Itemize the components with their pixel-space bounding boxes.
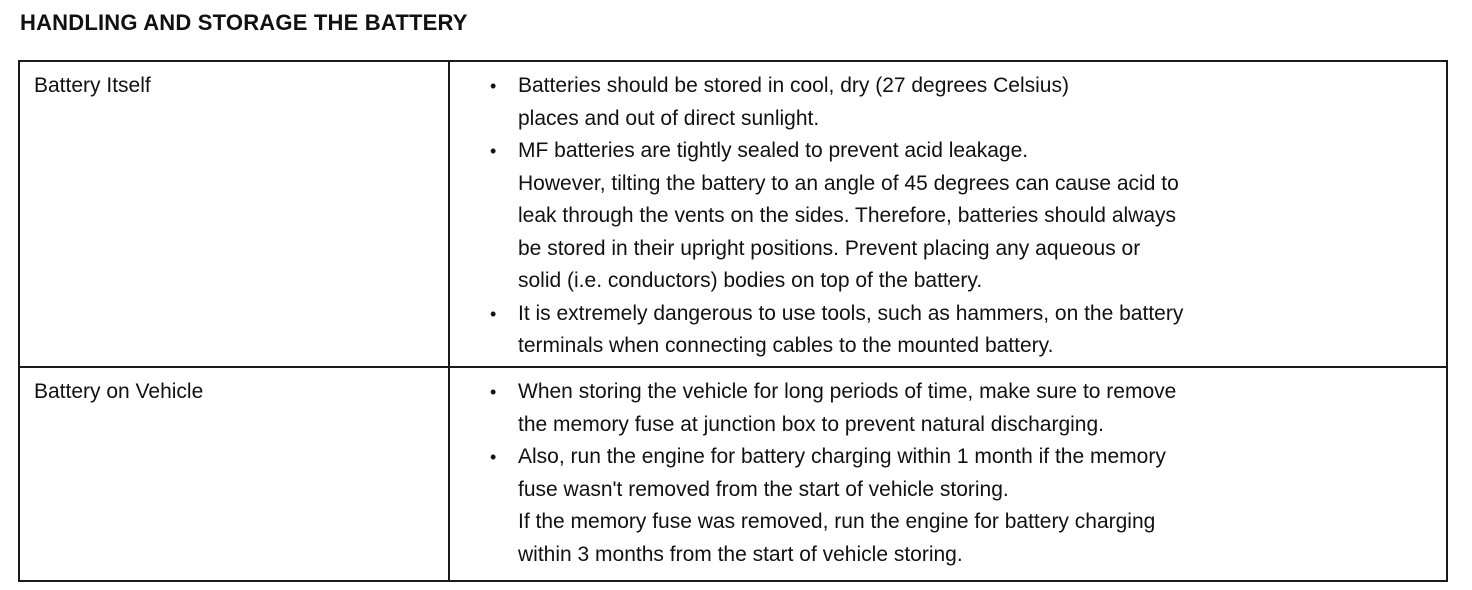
bullet-text-line: places and out of direct sunlight.	[518, 106, 820, 130]
row-content-cell	[449, 61, 1447, 367]
bullet-item	[490, 376, 1446, 441]
bullet-list	[488, 70, 1446, 363]
document-title: HANDLING AND STORAGE THE BATTERY	[20, 10, 468, 35]
bullet-icon: •	[490, 303, 497, 324]
bullet-text-line: terminals when connecting cables to the mounted battery.	[518, 334, 1054, 357]
row-content-cell	[449, 367, 1447, 581]
bullet-text-line: When storing the vehicle for long periods of time, make sure to remove	[518, 380, 1177, 403]
bullet-text-line: leak through the vents on the sides. Therefore, batteries should always	[518, 204, 1177, 227]
bullet-text-line: the memory fuse at junction box to prevent natural discharging.	[518, 412, 1104, 436]
bullet-item	[490, 70, 1446, 135]
bullet-text-line: However, tilting the battery to an angle of 45 degrees can cause acid to	[518, 171, 1179, 195]
bullet-list	[488, 376, 1446, 571]
row-label-cell	[19, 61, 449, 367]
bullet-text-line: MF batteries are tightly sealed to prevent acid leakage.	[518, 139, 1029, 162]
bullet-text-line: If the memory fuse was removed, run the engine for battery charging	[518, 510, 1156, 533]
bullet-text-line: Batteries should be stored in cool, dry (27 degrees Celsius)	[518, 74, 1069, 97]
bullet-text-line: It is extremely dangerous to use tools, such as hammers, on the battery	[518, 301, 1184, 325]
bullet-icon: •	[490, 382, 497, 402]
bullet-icon: •	[490, 447, 497, 467]
bullet-item	[490, 135, 1446, 298]
table-row-battery-itself	[19, 61, 1447, 367]
battery-handling-table	[18, 60, 1448, 582]
bullet-icon: •	[490, 76, 497, 96]
row-label: Battery Itself	[34, 74, 151, 97]
row-label: Battery on Vehicle	[34, 380, 204, 403]
bullet-text-line: Also, run the engine for battery charging within 1 month if the memory	[518, 445, 1166, 468]
bullet-text-line: be stored in their upright positions. Prevent placing any aqueous or	[518, 236, 1141, 260]
row-label-cell	[19, 367, 449, 581]
bullet-text-line: within 3 months from the start of vehicle storing.	[518, 542, 963, 566]
bullet-item	[490, 298, 1446, 363]
bullet-icon: •	[490, 141, 497, 161]
bullet-text-line: solid (i.e. conductors) bodies on top of the battery.	[518, 269, 983, 292]
table-row-battery-on-vehicle	[19, 367, 1447, 581]
bullet-item	[490, 441, 1446, 571]
bullet-text-line: fuse wasn't removed from the start of vehicle storing.	[518, 477, 1009, 501]
